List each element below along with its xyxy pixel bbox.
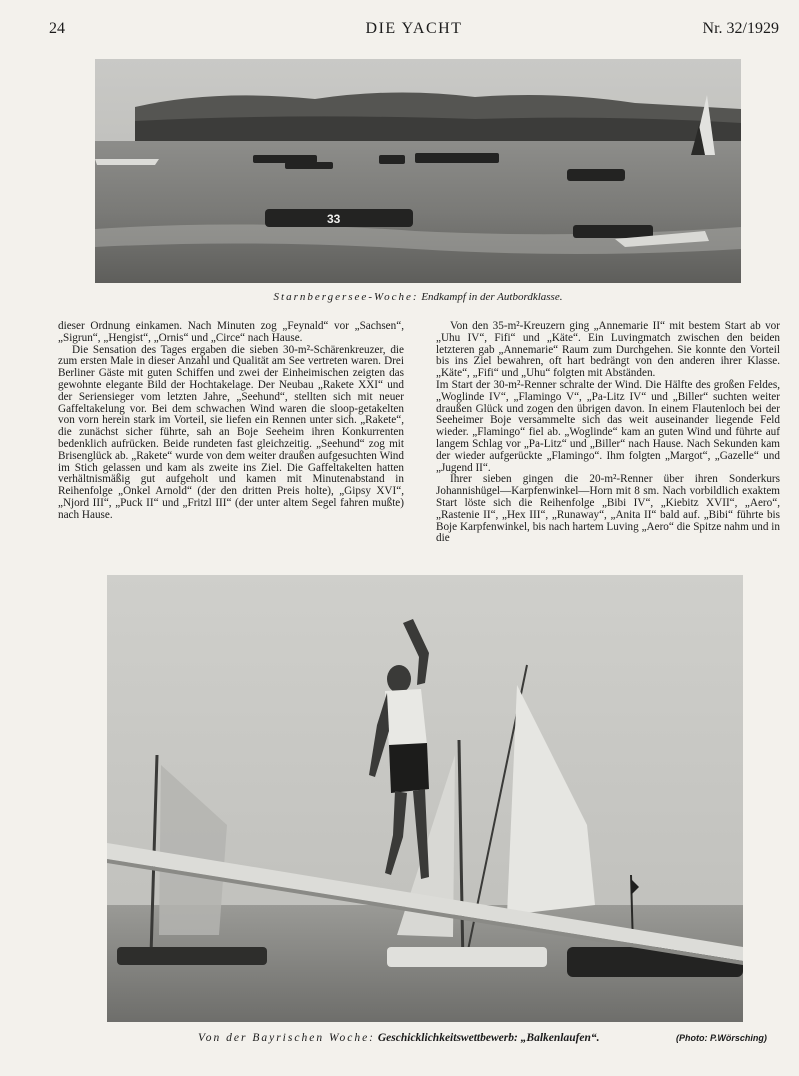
paragraph: Die Sensation des Tages ergaben die sieben 30-m²-Schärenkreuzer, die zum ersten Male in dieser Anzahl und Qualität am See vertreten waren. Drei Berliner Gäste mit guten Schiffen und zwei der Einheimischen zeigten das gewohnte elegante Bild der Hochtakelage. Der Neubau „Rakete XXI“ und der Seriensieger vom letzten Jahre, „Seehund“, stellten sich mit neuer Gaffeltakelung vor. Bei dem schwachen Wind waren die sloop-getakelten von vorn herein stark im Vorteil, sie liefen ein Rennen unter sich. „Rakete“, die zunächst sicher führte, sah an Boje Seeheim ihren Konkurrenten bedenklich aufrücken. Beide rundeten fast gleichzeitig. „Seehund“ zog mit Brisenglück ab. „Rakete“ wurde von dem weiter draußen aufgesuchten Wind im Stich gelassen und kam als zweite ins Ziel. Die Gaffeltakelten hatten verhältnismäßig gut aufgeholt und kamen mit Minutenabstand in Reihenfolge „Onkel Arnold“ (der den dritten Preis holte), „Gipsy XVI“, „Njord III“, „Puck II“ und „Fritzl III“ (der unter altem Segel fahren mußte) nach Hause. xyxy=(58,343,404,521)
article-column-right xyxy=(436,321,780,545)
page-header xyxy=(49,20,779,42)
paragraph: Ihrer sieben gingen die 20-m²-Renner über ihren Sonderkurs Johannishügel—Karpfenwinkel—Horn mit 8 sm. Nach vorbildlich exaktem Start löste sich die Reihenfolge „Bibi IV“, „Kiebitz XVII“, „Aero“, „Rastenie II“, „Hex III“, „Runaway“, „Anita II“ bald auf. „Bibi“ führte bis Boje Karpfenwinkel, bis nach hartem Luving „Aero“ die Spitze nahm und in die xyxy=(436,473,780,545)
issue-number: Nr. 32/1929 xyxy=(702,20,779,37)
magazine-title: DIE YACHT xyxy=(365,20,463,37)
photo-credit: (Photo: P.Wörsching) xyxy=(676,1033,767,1043)
paragraph: Im Start der 30-m²-Renner schralte der Wind. Die Hälfte des großen Feldes, „Woglinde IV“, „Flamingo V“, „Pa-Litz IV“ und „Biller“ suchten weiter draußen Glück und zogen den übrigen davon. In einem Flautenloch bei der Seeheimer Boje versammelte sich das weit auseinander liegende Feld wieder. „Flamingo“ fiel ab. „Woglinde“ kam an guten Wind und führte auf langem Schlag vor „Pa-Litz“ und „Biller“ nach Hause. Nach Sekunden kam der wieder aufgerückte „Flamingo“. Ihm folgten „Margot“, „Gazelle“ und „Jugend II“. xyxy=(436,378,780,474)
boat-number-label: 33 xyxy=(327,212,341,226)
paragraph: dieser Ordnung einkamen. Nach Minuten zog „Feynald“ vor „Sachsen“, „Sigrun“, „Hengist“, „Ornis“ und „Circe“ nach Hause. xyxy=(58,320,404,344)
photo1-caption-lead: Starnbergersee-Woche: xyxy=(273,291,419,303)
article-column-left xyxy=(58,321,404,522)
photo-beam-walking xyxy=(107,575,743,1022)
photo-outboard-race xyxy=(95,59,741,283)
page-number: 24 xyxy=(49,20,65,37)
photo1-caption-text: Endkampf in der Autbordklasse. xyxy=(421,291,563,303)
photo2-caption-lead: Von der Bayrischen Woche: xyxy=(198,1032,375,1044)
photo2-caption-text: Geschicklichkeitswettbewerb: „Balkenlaufen“. xyxy=(377,1032,600,1044)
photo1-caption xyxy=(95,291,741,303)
photo2-caption xyxy=(198,1032,600,1044)
paragraph: Von den 35-m²-Kreuzern ging „Annemarie II“ mit bestem Start ab vor „Uhu IV“, Fifi“ und „Käte“. Ein Luvingmatch zwischen den beiden letzteren gab „Annemarie“ Raum zum Durchgehen. Sie konnte den Vorteil bis ins Ziel bewahren, oft hart bedrängt von den anderen ihrer Klasse. „Käte“, „Fifi“ und „Uhu“ folgten mit Abständen. xyxy=(436,320,780,380)
